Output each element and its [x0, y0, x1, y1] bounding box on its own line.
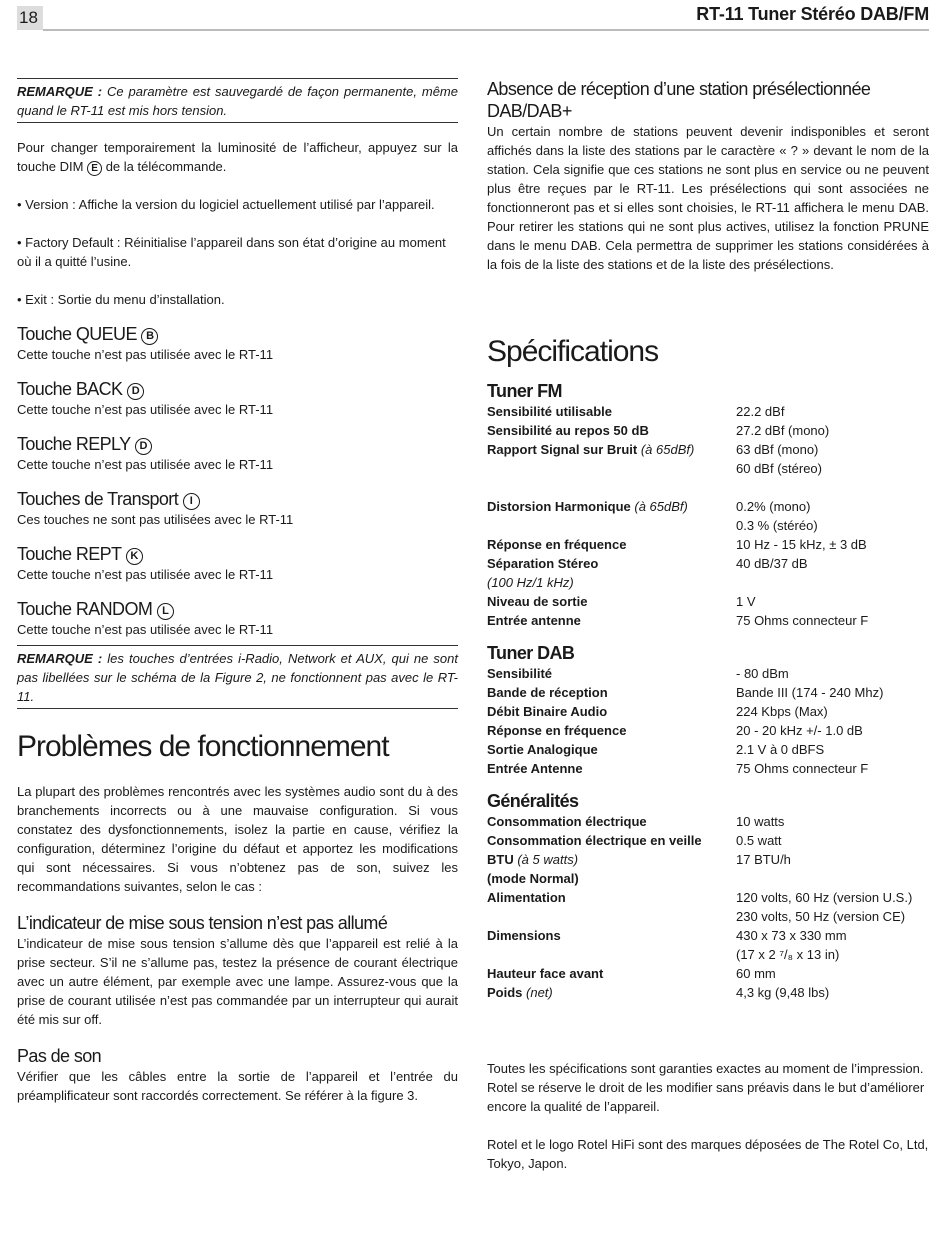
spec-value: (17 x 2 ⁷/₈ x 13 in)	[736, 947, 840, 962]
general-heading: Généralités	[487, 791, 579, 811]
spec-row	[487, 721, 929, 740]
spec-value	[736, 869, 929, 888]
tuner-dab-table	[487, 664, 929, 778]
spec-note: (à 65dBf)	[634, 499, 688, 514]
spec-row	[487, 554, 929, 573]
spec-value: 17 BTU/h	[736, 852, 791, 867]
spec-label: Alimentation	[487, 890, 566, 905]
spec-label: Sensibilité	[487, 666, 553, 681]
spec-label	[487, 516, 736, 535]
spec-row	[487, 535, 929, 554]
key-desc: Cette touche n’est pas utilisée avec le RT-11	[17, 347, 274, 362]
spec-label: Dimensions	[487, 928, 561, 943]
key-d-icon: D	[127, 383, 144, 400]
spec-label: Séparation Stéreo	[487, 556, 599, 571]
spec-row	[487, 611, 929, 630]
spec-row	[487, 812, 929, 831]
key-title: Touche REPT K	[17, 543, 458, 565]
spec-value: 60 dBf (stéreo)	[736, 461, 822, 476]
bullet-factory-default: • Factory Default : Réinitialise l’appareil dans son état d’origine au moment où il a quitté l’usine.	[17, 235, 446, 269]
no-sound-text: Vérifier que les câbles entre la sortie de l’appareil et l’entrée du préamplificateur sont raccordés correctement. Se référer à la figure 3.	[17, 1069, 458, 1103]
spec-row	[487, 907, 929, 926]
spec-row	[487, 759, 929, 778]
no-sound-heading: Pas de son	[17, 1046, 102, 1066]
spec-value: 20 - 20 kHz +/- 1.0 dB	[736, 723, 863, 738]
spec-row	[487, 683, 929, 702]
key-queue	[17, 323, 458, 364]
spec-row	[487, 945, 929, 964]
spec-label: Niveau de sortie	[487, 594, 588, 609]
spec-value: 4,3 kg (9,48 lbs)	[736, 985, 830, 1000]
left-column	[17, 78, 458, 1105]
header-rule	[43, 29, 929, 31]
page-header	[17, 4, 929, 30]
key-rept	[17, 543, 458, 584]
spec-row	[487, 702, 929, 721]
key-desc: Cette touche n’est pas utilisée avec le RT-11	[17, 622, 274, 637]
spec-row	[487, 478, 929, 497]
spec-row	[487, 983, 929, 1002]
spec-row	[487, 888, 929, 907]
key-reply	[17, 433, 458, 474]
specs-guarantee-text: Toutes les spécifications sont garanties exactes au moment de l’impression.	[487, 1061, 924, 1076]
dim-key-icon: E	[87, 161, 102, 176]
spec-value: 75 Ohms connecteur F	[736, 761, 869, 776]
spec-value: 2.1 V à 0 dBFS	[736, 742, 825, 757]
trademark-text: Rotel et le logo Rotel HiFi sont des marques déposées de The Rotel Co, Ltd, Tokyo, Japon.	[487, 1137, 929, 1171]
spec-label: Consommation électrique en veille	[487, 833, 702, 848]
spec-label: Poids (net)	[487, 985, 553, 1000]
spec-value: 224 Kbps (Max)	[736, 704, 828, 719]
spec-note: (à 5 watts)	[517, 852, 579, 867]
key-title: Touches de Transport I	[17, 488, 458, 510]
key-l-icon: L	[157, 603, 174, 620]
spec-value	[736, 478, 929, 497]
key-i-icon: I	[183, 493, 200, 510]
spec-label: Entrée Antenne	[487, 761, 583, 776]
spec-row	[487, 664, 929, 683]
spec-label	[487, 907, 736, 926]
spec-value: 120 volts, 60 Hz (version U.S.)	[736, 890, 913, 905]
spec-row	[487, 869, 929, 888]
key-random	[17, 598, 458, 639]
spec-note: (100 Hz/1 kHz)	[487, 575, 574, 590]
spec-row	[487, 516, 929, 535]
key-title: Touche REPLY D	[17, 433, 458, 455]
key-desc: Cette touche n’est pas utilisée avec le RT-11	[17, 567, 274, 582]
spec-label	[487, 478, 736, 497]
tuner-fm-heading: Tuner FM	[487, 381, 562, 401]
key-back	[17, 378, 458, 419]
note-permanent-setting	[17, 78, 458, 123]
key-title: Touche RANDOM L	[17, 598, 458, 620]
spec-label	[487, 573, 736, 592]
spec-value: 1 V	[736, 594, 756, 609]
spec-label: Sensibilité au repos 50 dB	[487, 423, 649, 438]
spec-row	[487, 440, 929, 459]
spec-row	[487, 573, 929, 592]
spec-value: 10 watts	[736, 814, 785, 829]
spec-value: 0.5 watt	[736, 833, 782, 848]
key-desc: Ces touches ne sont pas utilisées avec le RT-11	[17, 512, 294, 527]
tuner-dab-heading: Tuner DAB	[487, 643, 575, 663]
note-text: les touches d’entrées i-Radio, Network et AUX, qui ne sont pas libellées sur le schéma de la Figure 2, ne fonctionnent pas avec le RT-11.	[17, 651, 458, 704]
spec-row	[487, 421, 929, 440]
spec-label: Entrée antenne	[487, 613, 581, 628]
spec-label: Hauteur face avant	[487, 966, 604, 981]
spec-label: Bande de réception	[487, 685, 608, 700]
power-indicator-text: L’indicateur de mise sous tension s’allume dès que l’appareil est relié à la prise secteur. S’il ne s’allume pas, testez la présence de courant électrique avec un autre élément, par exemple avec une lampe. Assurez-vous que la prise de courant utilisée n’est pas commandée par un interrupteur qui aurait été mis sur off.	[17, 936, 458, 1027]
spec-value: 230 volts, 50 Hz (version CE)	[736, 909, 906, 924]
note-text: Ce paramètre est sauvegardé de façon permanente, même quand le RT-11 est mis hors tension.	[17, 84, 458, 118]
key-d-icon: D	[135, 438, 152, 455]
spec-value: 0.3 % (stéréo)	[736, 518, 818, 533]
note-unlabeled-inputs	[17, 645, 458, 709]
spec-value: 60 mm	[736, 966, 776, 981]
absence-heading: Absence de réception d’une station présélectionnée DAB/DAB+	[487, 79, 871, 121]
spec-label: Rapport Signal sur Bruit (à 65dBf)	[487, 442, 695, 457]
spec-row	[487, 926, 929, 945]
spec-note: (à 65dBf)	[640, 442, 695, 457]
spec-value: 27.2 dBf (mono)	[736, 423, 830, 438]
spec-value: 430 x 73 x 330 mm	[736, 928, 847, 943]
spec-label: Réponse en fréquence	[487, 537, 627, 552]
absence-text: Un certain nombre de stations peuvent devenir indisponibles et seront affichés dans la liste des stations par le caractère « ? » devant le nom de la station. Cela signifie que ces stations ne sont plus en service ou ne peuvent plus être reçues par le RT-11. Les présélections qui sont associées ne fonctionneront pas et si elles sont choisies, le RT-11 affichera le menu DAB. Pour retirer les stations qui ne sont plus actives, utilisez la fonction PRUNE dans le menu DAB. Cela permettra de supprimer les stations considérées à la fois de la liste des stations et de la liste des présélections.	[487, 124, 929, 272]
spec-row	[487, 831, 929, 850]
spec-label: BTU (à 5 watts)	[487, 852, 579, 867]
dim-paragraph	[17, 138, 458, 176]
key-list	[17, 323, 458, 639]
problems-heading: Problèmes de fonctionnement	[17, 730, 389, 763]
dim-text-end: de la télécommande.	[102, 159, 227, 174]
key-b-icon: B	[141, 328, 158, 345]
spec-row	[487, 850, 929, 869]
spec-value: 63 dBf (mono)	[736, 442, 819, 457]
spec-value: 75 Ohms connecteur F	[736, 613, 869, 628]
spec-value: Bande III (174 - 240 Mhz)	[736, 685, 884, 700]
dim-text-start: Pour changer temporairement la luminosité de l’afficheur, appuyez sur la touche DIM	[17, 140, 458, 174]
spec-label: Réponse en fréquence	[487, 723, 627, 738]
key-desc: Cette touche n’est pas utilisée avec le RT-11	[17, 402, 274, 417]
general-table	[487, 812, 929, 1002]
spec-value	[736, 573, 929, 592]
note-label: REMARQUE :	[17, 651, 103, 666]
spec-row	[487, 592, 929, 611]
key-title: Touche BACK D	[17, 378, 458, 400]
spec-label: (mode Normal)	[487, 871, 579, 886]
specs-modify-text: Rotel se réserve le droit de les modifier sans préavis dans le but d’améliorer encore la qualité de l’appareil.	[487, 1080, 925, 1114]
spec-label	[487, 459, 736, 478]
spec-value: 40 dB/37 dB	[736, 556, 808, 571]
power-indicator-heading: L’indicateur de mise sous tension n’est pas allumé	[17, 913, 388, 933]
spec-row	[487, 459, 929, 478]
right-column	[487, 78, 929, 1173]
spec-note: (net)	[526, 985, 553, 1000]
specifications-heading: Spécifications	[487, 335, 659, 368]
document-title: RT-11 Tuner Stéréo DAB/FM	[696, 4, 929, 24]
key-k-icon: K	[126, 548, 143, 565]
spec-row	[487, 402, 929, 421]
spec-value: 0.2% (mono)	[736, 499, 811, 514]
spec-label: Distorsion Harmonique (à 65dBf)	[487, 499, 688, 514]
key-transport	[17, 488, 458, 529]
key-desc: Cette touche n’est pas utilisée avec le RT-11	[17, 457, 274, 472]
spec-row	[487, 497, 929, 516]
spec-label: Consommation électrique	[487, 814, 647, 829]
page-number: 18	[17, 6, 43, 30]
spec-label: Sortie Analogique	[487, 742, 598, 757]
note-label: REMARQUE :	[17, 84, 103, 99]
bullet-version: • Version : Affiche la version du logiciel actuellement utilisé par l’appareil.	[17, 197, 435, 212]
key-title: Touche QUEUE B	[17, 323, 458, 345]
spec-label	[487, 945, 736, 964]
spec-value: - 80 dBm	[736, 666, 789, 681]
spec-label: Sensibilité utilisable	[487, 404, 612, 419]
spec-label: Débit Binaire Audio	[487, 704, 608, 719]
spec-value: 10 Hz - 15 kHz, ± 3 dB	[736, 537, 867, 552]
bullet-exit: • Exit : Sortie du menu d’installation.	[17, 292, 225, 307]
tuner-fm-table	[487, 402, 929, 630]
spec-row	[487, 740, 929, 759]
spec-value: 22.2 dBf	[736, 404, 785, 419]
problems-intro: La plupart des problèmes rencontrés avec les systèmes audio sont du à des branchements incorrects ou à une mauvaise configuration. Si vous constatez des dysfonctionnements, isolez la partie en cause, vérifiez la configuration, déterminez l’origine du défaut et apportez les modifications qui sont nécessaires. Si vous n’obtenez pas de son, suivez les recommandations suivantes, selon le cas :	[17, 784, 458, 894]
spec-row	[487, 964, 929, 983]
